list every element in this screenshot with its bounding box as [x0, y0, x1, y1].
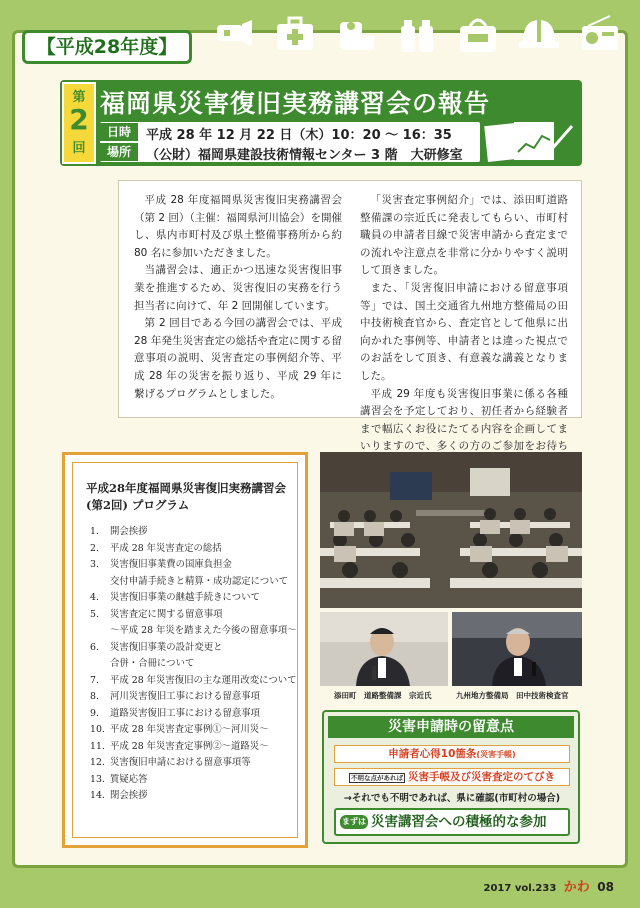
place-label: 場所: [100, 143, 138, 161]
program-item: [90, 524, 300, 541]
speaker-tanaka-photo: [452, 612, 582, 686]
program-item-number: 14.: [90, 790, 105, 801]
program-item: [90, 673, 300, 690]
program-item: [90, 788, 300, 805]
program-item-text: 道路災害復旧工事における留意事項: [110, 707, 261, 719]
program-item-text: 災害復旧事業費の国庫負担金: [110, 559, 232, 570]
footer-magazine: かわ: [563, 880, 590, 895]
program-title: [86, 480, 286, 514]
footer-year: 2017: [483, 883, 512, 894]
program-item-text: 平成 28 年災害復旧の主な運用改変について: [110, 674, 297, 686]
notes-heading: 災害申請時の留意点: [328, 716, 574, 738]
episode-suffix: 回: [72, 141, 86, 156]
program-item-number: 2.: [90, 542, 99, 554]
program-item: [90, 706, 300, 723]
program-item: [90, 656, 300, 673]
notes-row-2-prefix: 不明な点があれば: [351, 774, 403, 782]
program-item-text: 河川災害復旧工事における留意事項: [110, 691, 261, 702]
program-item: [90, 574, 300, 591]
program-item: [90, 689, 300, 706]
program-title-line2: (第2回) プログラム: [86, 498, 190, 512]
notes-line: →それでも不明であれば、県に確認(市町村の場合): [343, 793, 561, 804]
program-item-number: 3.: [90, 559, 99, 570]
intro-paragraph: 当講習会は、適正かつ迅速な災害復旧事業を推進するため、災害復旧の実務を行う担当者に向けて、年 2 回開催しています。: [134, 264, 342, 312]
notes-row-2-text: 災害手帳及び災害査定のてびき: [408, 771, 555, 783]
notes-final: [334, 808, 570, 836]
program-item-number: 9.: [90, 707, 99, 719]
program-item: [90, 755, 300, 772]
program-item-text: 災害復旧申請における留意事項等: [110, 757, 251, 768]
footer-page-number: 08: [597, 880, 614, 894]
notes-row-1-sub: (災害手帳): [476, 750, 516, 759]
program-list: [90, 524, 300, 805]
date-label: 日時: [100, 123, 138, 141]
program-item-text: 閉会挨拶: [110, 790, 148, 801]
program-item: [90, 772, 300, 789]
program-item-text: 平成 28 年災害査定事例②～道路災～: [110, 740, 269, 752]
notes-row-1: [334, 745, 570, 763]
episode-prefix: 第: [72, 90, 86, 105]
photo-caption-left: 添田町 道路整備課 宗近氏: [334, 691, 432, 700]
program-item-number: 11.: [90, 740, 105, 752]
speaker-munechika-photo: [320, 612, 448, 686]
program-item: [90, 739, 300, 756]
program-item-text: 平成 28 年災害査定事例①～河川災～: [110, 724, 269, 735]
footer: [483, 876, 614, 895]
program-item: [90, 722, 300, 739]
program-item-number: 13.: [90, 773, 105, 785]
program-item: [90, 640, 300, 657]
intro-paragraph: 第 2 回目である今回の講習会では、平成 28 年発生災害査定の総括や査定に関する留意事項の説明、災害査定の事例紹介等、平成 28 年の災害を振り返り、平成 29 年に繋げるプログラムとしました。: [134, 317, 342, 400]
program-item-text: ～平成 28 年災を踏まえた今後の留意事項～: [110, 625, 297, 636]
program-item: [90, 557, 300, 574]
program-item-number: 12.: [90, 757, 105, 768]
program-item-text: 交付申請手続きと精算・成功認定について: [110, 575, 288, 587]
emergency-bag-icon: [456, 12, 500, 56]
program-item-text: 平成 28 年災害査定の総括: [110, 542, 222, 554]
first-aid-kit-icon: [273, 12, 317, 56]
flashlight-icon: [212, 12, 256, 56]
toilet-paper-icon: [334, 12, 378, 56]
water-bottle-icon: [395, 12, 439, 56]
disaster-supplies-icons: [212, 12, 622, 62]
intro-paragraph: また、「災害復旧申請における留意事項等」では、国土交通省九州地方整備局の田中技術検査官から、査定官として他県に出向かれた事例等、申請者とは違った視点でのお話をして頂き、有意義な講義となりました。: [360, 281, 568, 382]
helmet-icon: [517, 12, 561, 56]
program-item-number: 10.: [90, 724, 105, 735]
intro-right-column: [360, 192, 568, 474]
intro-left-column: [134, 192, 342, 403]
place-value: （公財）福岡県建設技術情報センター 3 階 大研修室: [146, 148, 463, 163]
program-item-text: 開会挨拶: [110, 526, 148, 537]
page-title: 福岡県災害復旧実務講習会の報告: [100, 89, 491, 118]
notes-row-2: [334, 768, 570, 786]
date-value: 平成 28 年 12 月 22 日（木）10：20 ～ 16：35: [146, 128, 452, 143]
program-item-number: 5.: [90, 608, 99, 620]
program-item-text: 災害査定に関する留意事項: [110, 608, 223, 620]
lecture-hall-photo: [320, 452, 582, 608]
program-item-text: 質疑応答: [110, 773, 148, 785]
footer-vol: vol.233: [514, 883, 557, 894]
program-item-number: 4.: [90, 592, 99, 603]
program-item-number: 1.: [90, 526, 99, 537]
program-item: [90, 607, 300, 624]
documents-illustration: [484, 118, 576, 164]
episode-badge: [62, 82, 96, 164]
program-item-text: 合併・合冊について: [110, 658, 195, 669]
program-item: [90, 590, 300, 607]
notes-row-1-text: 申請者心得10箇条: [388, 748, 477, 760]
program-item-text: 災害復旧事業の設計変更と: [110, 641, 223, 653]
program-item-text: 災害復旧事業の継越手続きについて: [110, 592, 260, 603]
program-item: [90, 623, 300, 640]
radio-icon: [578, 12, 622, 56]
intro-paragraph: 「災害査定事例紹介」では、添田町道路整備課の宗近氏に発表してもらい、市町村職員の申請者目線で災害申請から査定までの流れや注意点を非常に分かりやすく説明して頂きました。: [360, 194, 568, 277]
photo-caption-right: 九州地方整備局 田中技術検査官: [456, 691, 569, 700]
episode-number: 2: [69, 103, 89, 136]
intro-paragraph: 平成 29 年度も災害復旧事業に係る各種講習会を予定しており、初任者から経験者まで幅広くお役にたてる内容を企画してまいりますので、多くの方のご参加をお待ち: [360, 387, 568, 453]
year-tag: 【平成28年度】: [22, 30, 192, 64]
program-item-number: 8.: [90, 691, 99, 702]
notes-final-badge: まずは: [340, 815, 368, 829]
program-item: [90, 541, 300, 558]
notes-final-text: 災害講習会への積極的な参加: [371, 814, 547, 830]
program-title-line1: 平成28年度福岡県災害復旧実務講習会: [86, 481, 287, 495]
program-item-number: 6.: [90, 641, 99, 653]
program-item-number: 7.: [90, 674, 99, 686]
intro-paragraph: 平成 28 年度福岡県災害復旧実務講習会（第 2 回）（主催：福岡県河川協会）を開催し、県内市町村及び県土整備事務所から約 80 名に参加いただきました。: [134, 194, 342, 259]
